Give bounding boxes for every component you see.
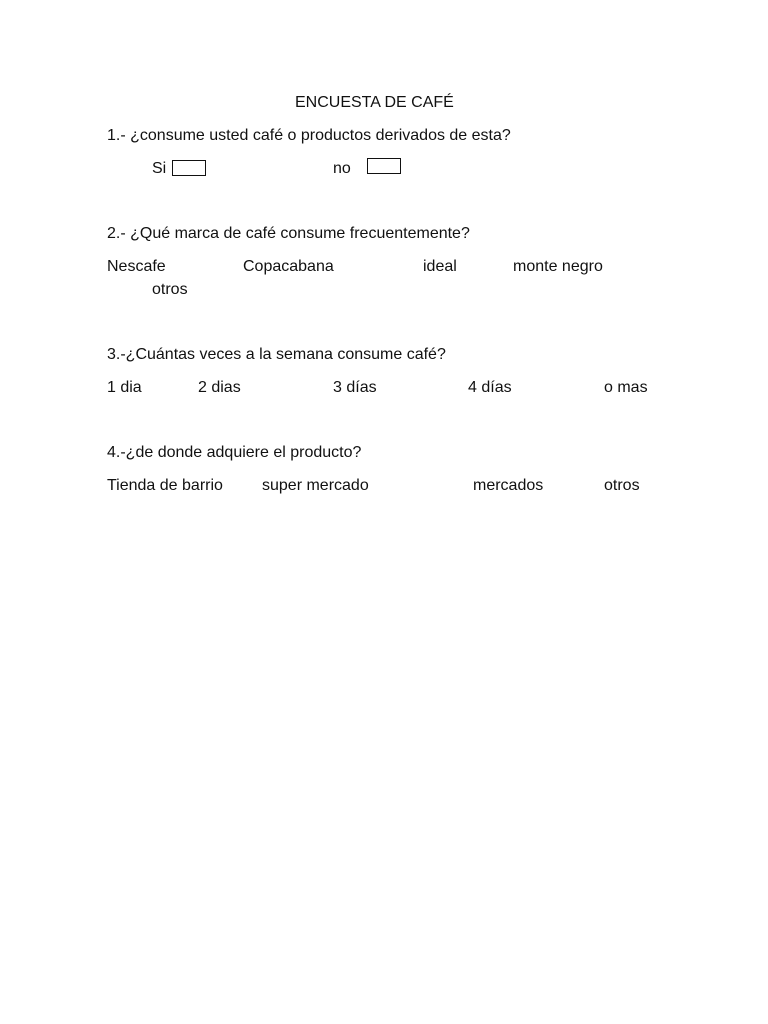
question-2-option-copacabana: Copacabana — [243, 258, 334, 275]
question-4-option-super-mercado: super mercado — [262, 477, 369, 494]
question-3-text: 3.-¿Cuántas veces a la semana consume café? — [107, 346, 446, 363]
question-3-option-1-dia: 1 dia — [107, 379, 142, 396]
question-2-text: 2.- ¿Qué marca de café consume frecuentemente? — [107, 225, 470, 242]
question-3-option-2-dias: 2 dias — [198, 379, 241, 396]
question-4-option-mercados: mercados — [473, 477, 544, 494]
question-3-option-4-dias: 4 días — [468, 379, 512, 396]
question-1-option-no-checkbox[interactable] — [367, 158, 401, 174]
question-1-option-si-checkbox[interactable] — [172, 160, 206, 176]
question-4-option-otros: otros — [604, 477, 640, 494]
question-2-option-nescafe: Nescafe — [107, 258, 166, 275]
question-2-option-otros: otros — [152, 281, 188, 298]
question-2-option-monte-negro: monte negro — [513, 258, 603, 275]
question-1-text: 1.- ¿consume usted café o productos derivados de esta? — [107, 127, 511, 144]
question-3-option-3-dias: 3 días — [333, 379, 377, 396]
question-3-option-o-mas: o mas — [604, 379, 648, 396]
question-4-option-tienda-de-barrio: Tienda de barrio — [107, 477, 223, 494]
question-4-text: 4.-¿de donde adquiere el producto? — [107, 444, 362, 461]
question-2-option-ideal: ideal — [423, 258, 457, 275]
question-1-option-no-label: no — [333, 160, 351, 177]
question-1-option-si-label: Si — [152, 160, 167, 177]
document-title: ENCUESTA DE CAFÉ — [295, 94, 454, 111]
